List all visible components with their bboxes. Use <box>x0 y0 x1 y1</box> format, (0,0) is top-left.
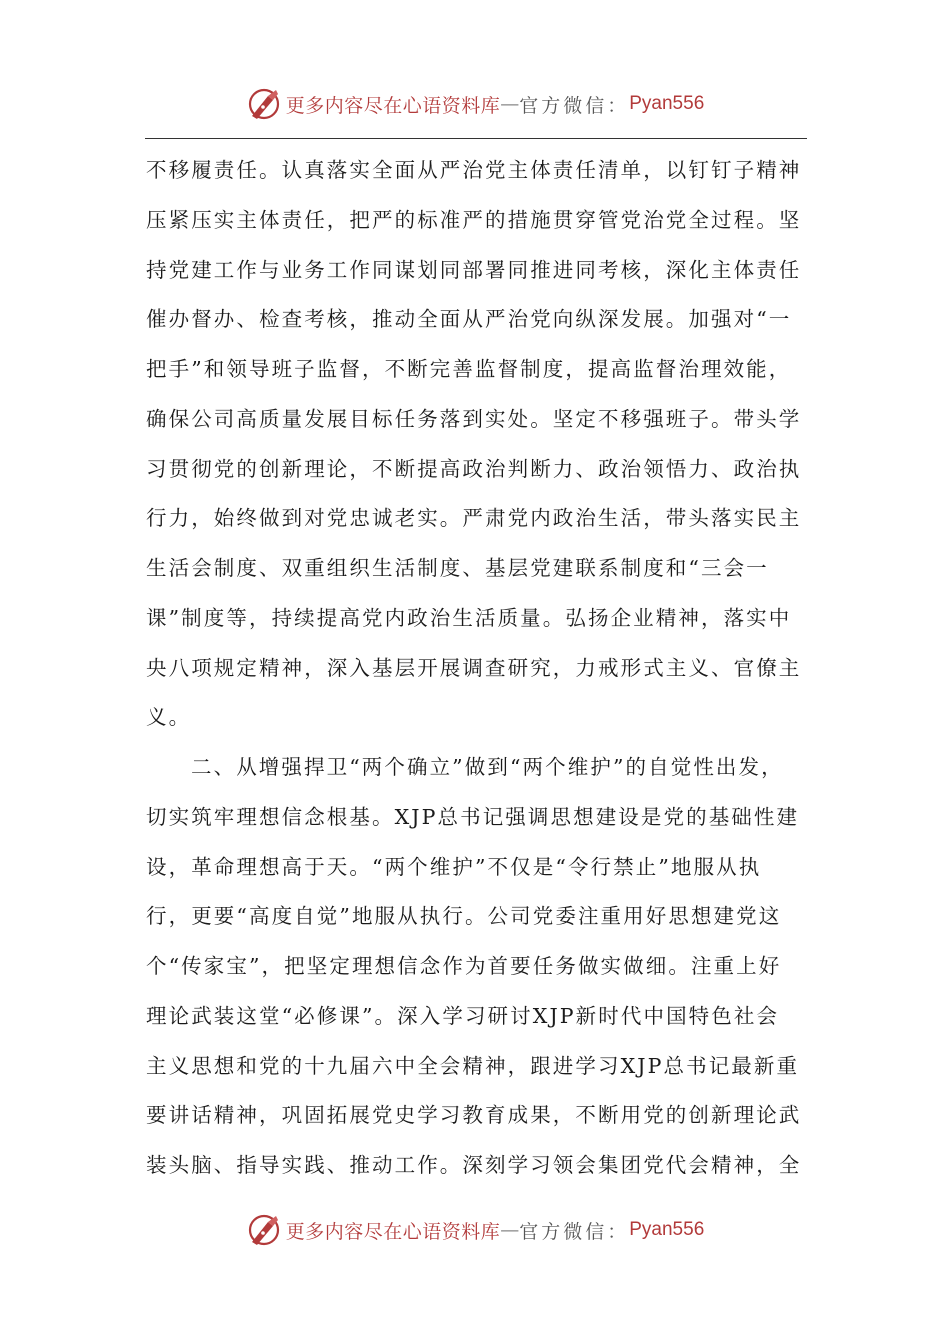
document-body <box>146 146 802 1191</box>
banner-wechat-handle: Pyan556 <box>629 1219 705 1240</box>
text-line: 行，更要“高度自觉”地服从执行。公司党委注重用好思想建党这 <box>146 904 782 929</box>
banner-official-label: 官方微信： <box>519 94 630 117</box>
paragraph-start-line: 二、从增强捍卫“两个确立”做到“两个维护”的自觉性出发， <box>191 755 784 779</box>
banner-separator: — <box>500 93 520 115</box>
header-banner <box>0 84 950 124</box>
header-rule <box>145 138 807 139</box>
banner-brand-text: 更多内容尽在心语资料库 <box>285 94 501 117</box>
text-line: 个“传家宝”，把坚定理想信念作为首要任务做实做细。注重上好 <box>146 954 782 978</box>
text-line: 不移履责任。认真落实全面从严治党主体责任清单，以钉钉子精神 <box>146 158 802 182</box>
text-line: 央八项规定精神，深入基层开展调查研究，力戒形式主义、官僚主 <box>146 655 802 680</box>
text-line: 装头脑、指导实践、推动工作。深刻学习领会集团党代会精神，全 <box>146 1153 802 1177</box>
text-line: 压紧压实主体责任，把严的标准严的措施贯穿管党治党全过程。坚 <box>146 207 802 232</box>
banner-official-label: 官方微信： <box>519 1220 630 1243</box>
text-line: 主义思想和党的十九届六中全会精神，跟进学习XJP总书记最新重 <box>146 1053 800 1078</box>
text-line: 行力，始终做到对党忠诚老实。严肃党内政治生活，带头落实民主 <box>146 506 802 531</box>
pen-nib-logo-icon <box>246 1212 282 1248</box>
banner-wechat-handle: Pyan556 <box>629 93 705 114</box>
text-line: 持党建工作与业务工作同谋划同部署同推进同考核，深化主体责任 <box>146 257 802 282</box>
text-line: 要讲话精神，巩固拓展党史学习教育成果，不断用党的创新理论武 <box>146 1103 802 1128</box>
text-line: 切实筑牢理想信念根基。XJP总书记强调思想建设是党的基础性建 <box>146 804 800 829</box>
footer-banner <box>0 1210 950 1250</box>
pen-nib-logo-icon <box>246 86 282 122</box>
text-line: 确保公司高质量发展目标任务落到实处。坚定不移强班子。带头学 <box>146 406 802 431</box>
text-line: 义。 <box>146 705 192 730</box>
text-line: 生活会制度、双重组织生活制度、基层党建联系制度和“三会一 <box>146 556 769 580</box>
text-line: 习贯彻党的创新理论，不断提高政治判断力、政治领悟力、政治执 <box>146 456 802 481</box>
text-line: 催办督办、检查考核，推动全面从严治党向纵深发展。加强对“一 <box>146 307 792 332</box>
text-line: 理论武装这堂“必修课”。深入学习研讨XJP新时代中国特色社会 <box>146 1003 780 1028</box>
text-line: 把手”和领导班子监督，不断完善监督制度，提高监督治理效能， <box>146 357 792 381</box>
banner-separator: — <box>500 1219 520 1241</box>
text-line: 课”制度等，持续提高党内政治生活质量。弘扬企业精神，落实中 <box>146 605 792 630</box>
text-line: 设，革命理想高于天。“两个维护”不仅是“令行禁止”地服从执 <box>146 854 762 879</box>
banner-brand-text: 更多内容尽在心语资料库 <box>285 1220 501 1243</box>
